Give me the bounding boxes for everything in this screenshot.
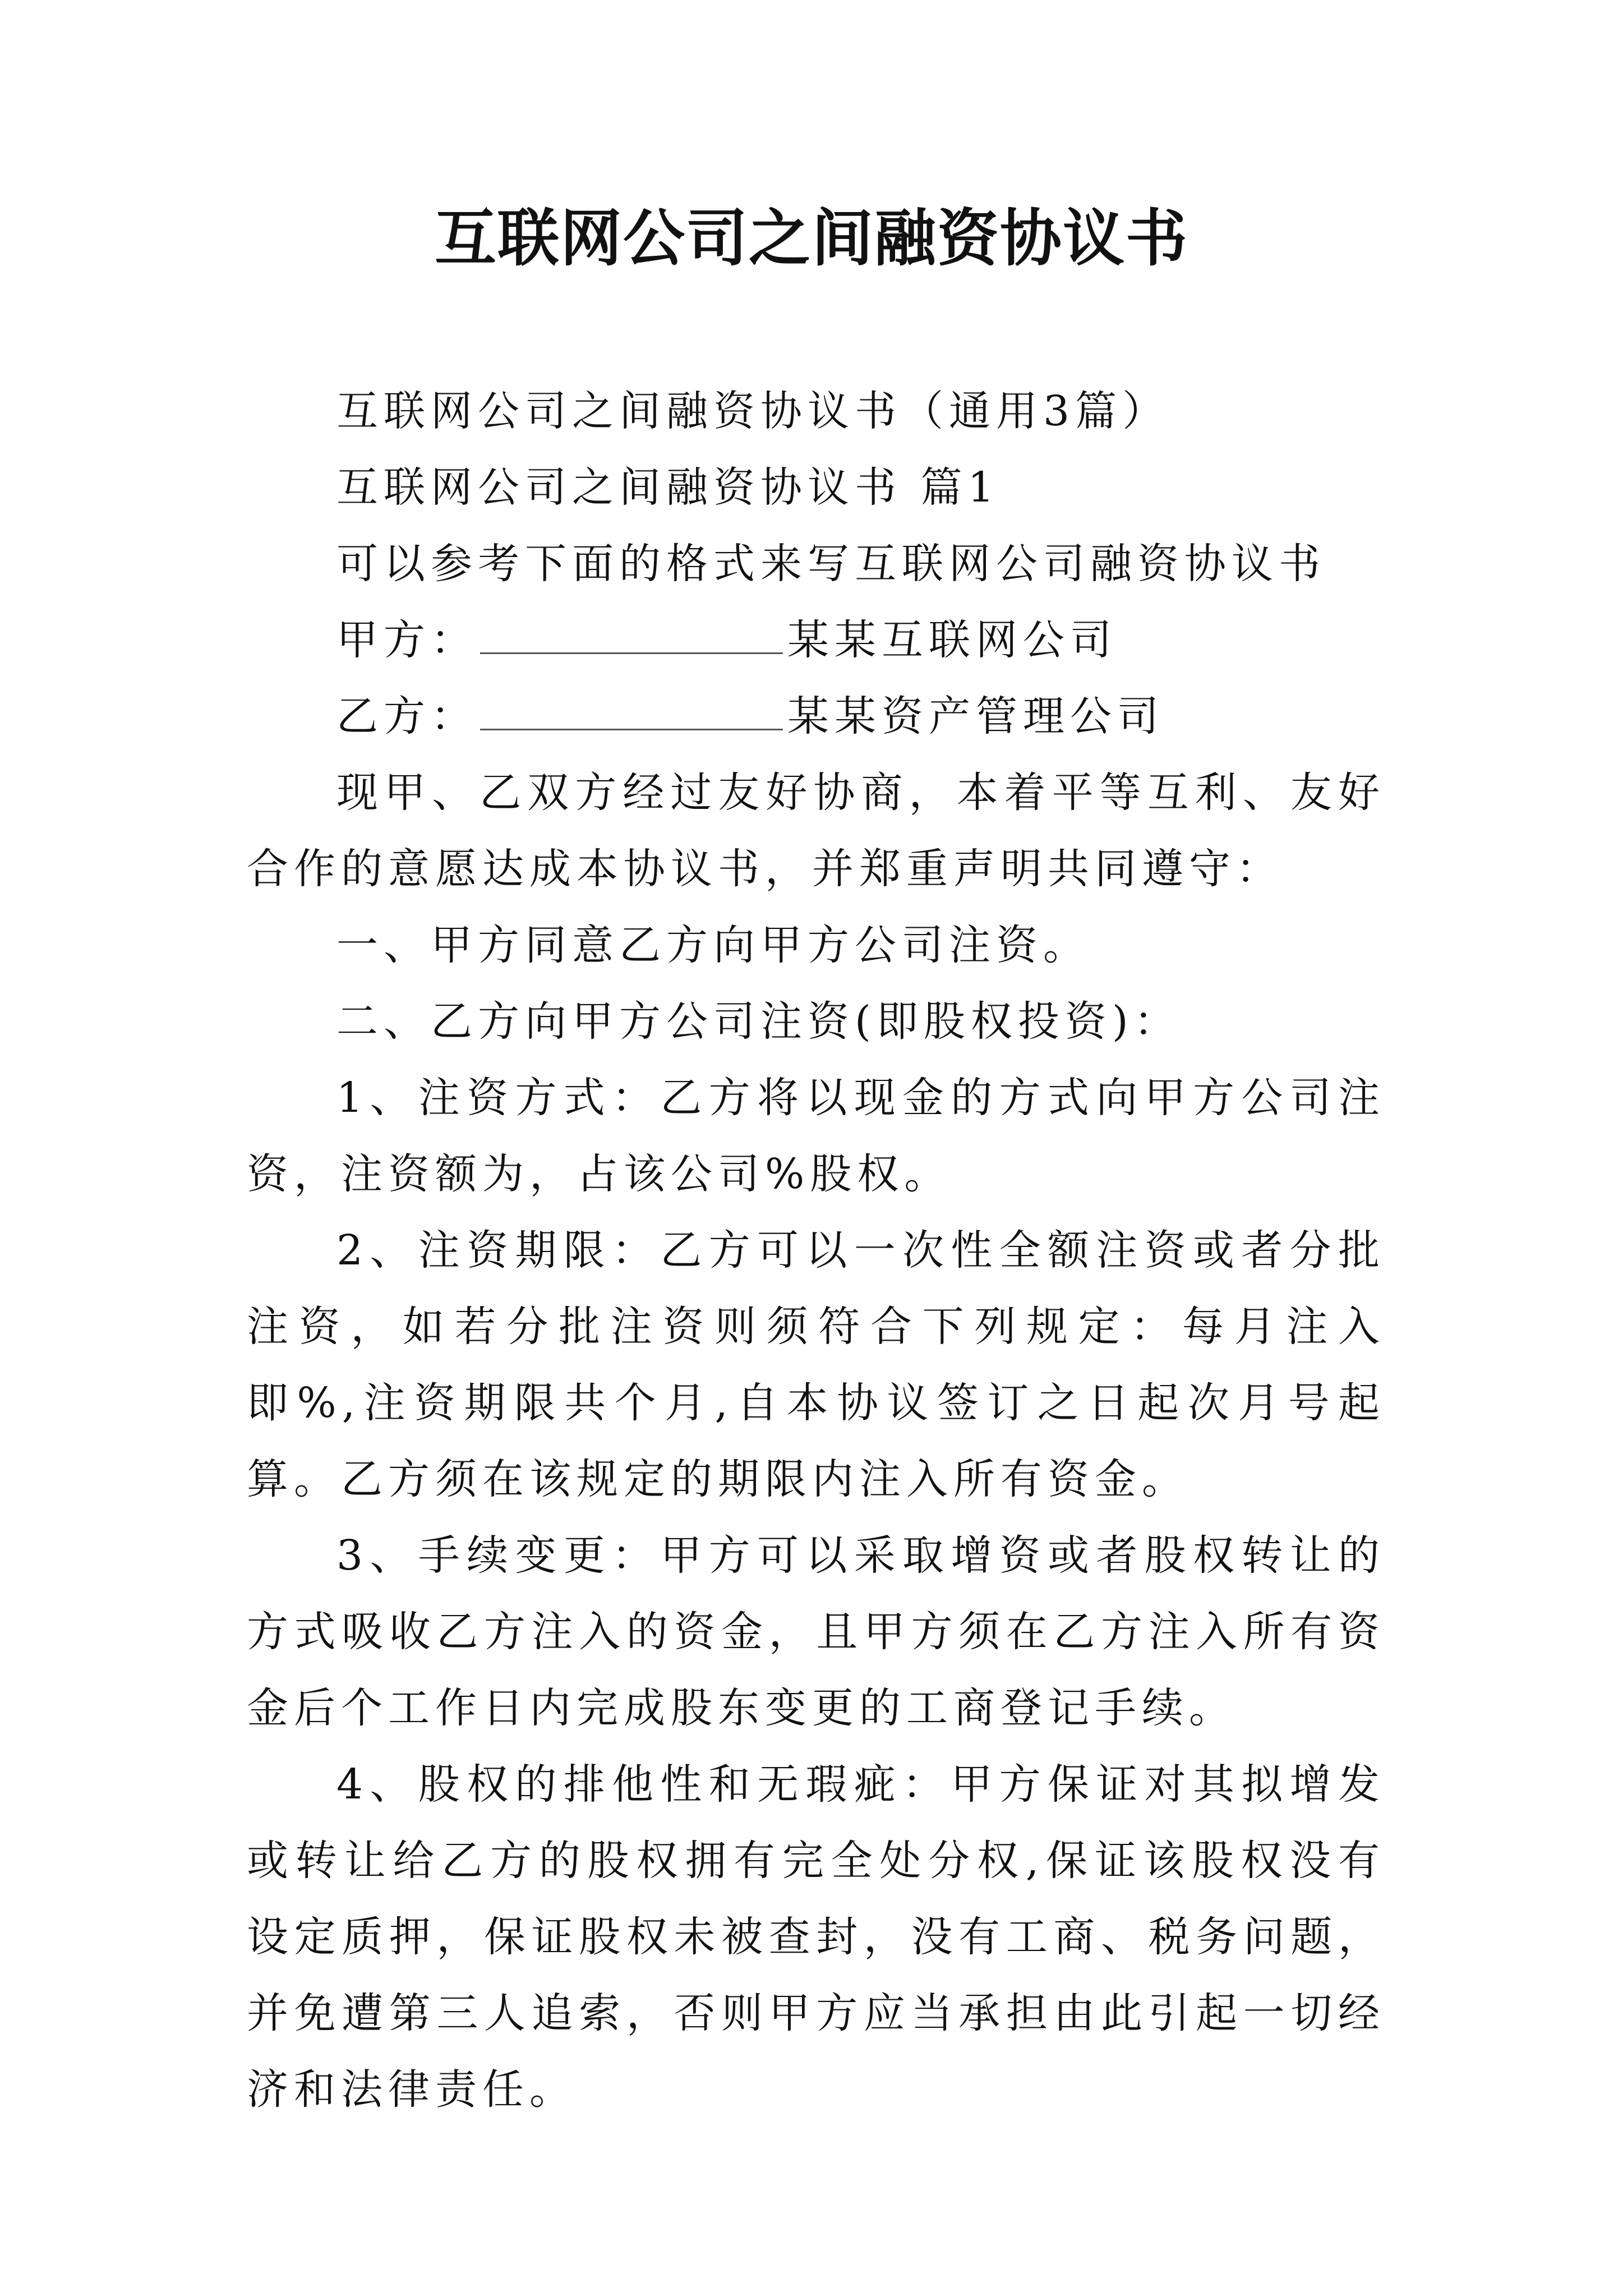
paragraph-clause-1: 一、甲方同意乙方向甲方公司注资。 bbox=[336, 921, 1090, 969]
paragraph-investment-method: 1、注资方式：乙方将以现金的方式向甲方公司注资，注资额为，占该公司%股权。 bbox=[247, 1074, 1385, 1198]
party-b-name: 某某资产管理公司 bbox=[787, 692, 1164, 740]
party-b-label: 乙方： bbox=[336, 692, 478, 740]
paragraph-investment-term: 2、注资期限：乙方可以一次性全额注资或者分批注资，如若分批注资则须符合下列规定：每月注入即%,注资期限共个月,自本协议签订之日起次月号起算。乙方须在该规定的期限内注入所有资金。 bbox=[247, 1226, 1385, 1503]
party-b-blank bbox=[480, 689, 783, 730]
paragraph-part-heading: 互联网公司之间融资协议书 篇1 bbox=[336, 463, 1000, 512]
paragraph-clause-2: 二、乙方向甲方公司注资(即股权投资)： bbox=[336, 997, 1181, 1046]
paragraph-intro: 可以参考下面的格式来写互联网公司融资协议书 bbox=[336, 540, 1326, 588]
party-a-name: 某某互联网公司 bbox=[787, 616, 1117, 664]
document-body bbox=[247, 373, 1385, 2128]
party-a-line bbox=[247, 602, 1385, 678]
paragraph-procedure-change: 3、手续变更：甲方可以采取增资或者股权转让的方式吸收乙方注入的资金，且甲方须在乙方注入所有资金后个工作日内完成股东变更的工商登记手续。 bbox=[247, 1531, 1385, 1732]
party-a-label: 甲方： bbox=[336, 616, 478, 664]
document-title: 互联网公司之间融资协议书 bbox=[435, 202, 1188, 274]
party-b-line bbox=[247, 678, 1385, 754]
paragraph-agreement-preamble: 现甲、乙双方经过友好协商，本着平等互利、友好合作的意愿达成本协议书，并郑重声明共同遵守： bbox=[247, 769, 1385, 893]
paragraph-series-title: 互联网公司之间融资协议书（通用3篇） bbox=[336, 387, 1170, 435]
paragraph-equity-warranty: 4、股权的排他性和无瑕疵：甲方保证对其拟增发或转让给乙方的股权拥有完全处分权,保证该股权没有设定质押，保证股权未被查封，没有工商、税务问题，并免遭第三人追索，否则甲方应当承担由此引起一切经济和法律责任。 bbox=[247, 1760, 1385, 2114]
party-a-blank bbox=[480, 613, 783, 654]
